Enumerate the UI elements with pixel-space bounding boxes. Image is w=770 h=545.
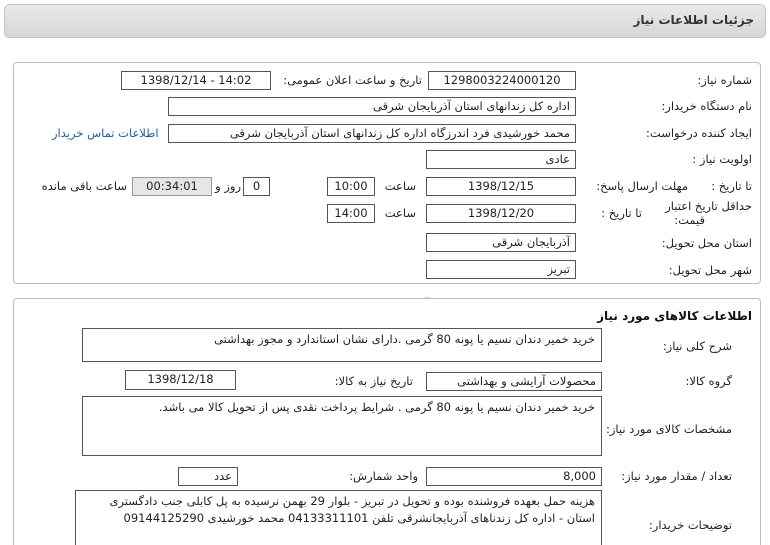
validity-label-2: قیمت:	[674, 213, 705, 227]
reply-time-label: ساعت	[384, 179, 416, 193]
goods-section-title: اطلاعات کالاهای مورد نیاز	[597, 309, 752, 323]
buyer-org-label: نام دستگاه خریدار:	[661, 99, 752, 113]
priority-field: عادی	[426, 150, 576, 169]
buyer-org-field: اداره کل زندانهای استان آذربایجان شرقی	[168, 97, 576, 116]
reply-deadline-label: مهلت ارسال پاسخ:	[596, 179, 688, 193]
announce-label: تاریخ و ساعت اعلان عمومی:	[283, 73, 422, 87]
unit-field: عدد	[178, 467, 238, 486]
buyer-contact-link[interactable]: اطلاعات تماس خریدار	[52, 126, 159, 140]
priority-label: اولویت نیاز :	[692, 152, 752, 166]
reply-time-field: 10:00	[327, 177, 375, 196]
city-field: تبریز	[426, 260, 576, 279]
days-label: روز و	[215, 179, 241, 193]
validity-time-field: 14:00	[327, 204, 375, 223]
remaining-time-field: 00:34:01	[132, 177, 212, 196]
qty-field: 8,000	[426, 467, 602, 486]
validity-to-date-label: تا تاریخ :	[601, 206, 642, 220]
requester-label: ایجاد کننده درخواست:	[646, 126, 752, 140]
days-field: 0	[243, 177, 270, 196]
goods-group-field: محصولات آرایشی و بهداشتی	[426, 372, 602, 391]
reply-to-date-label: تا تاریخ :	[711, 179, 752, 193]
need-date-field: 1398/12/18	[125, 370, 236, 390]
need-number-label: شماره نیاز:	[697, 73, 752, 87]
validity-label: حداقل تاریخ اعتبار	[665, 199, 752, 213]
need-number-field: 1298003224000120	[428, 71, 576, 90]
unit-label: واحد شمارش:	[349, 469, 418, 483]
buyer-notes-label: توضیحات خریدار:	[648, 518, 732, 532]
requester-field: محمد خورشیدی فرد اندرزگاه اداره کل زندانهای استان آذربایجان شرقی	[168, 124, 576, 143]
validity-date-field: 1398/12/20	[426, 204, 576, 223]
specs-field: خرید خمیر دندان نسیم یا پونه 80 گرمی . شرایط پرداخت نقدی پس از تحویل کالا می باشد.	[82, 396, 602, 456]
province-field: آذربایجان شرقی	[426, 233, 576, 252]
qty-label: تعداد / مقدار مورد نیاز:	[621, 469, 732, 483]
validity-time-label: ساعت	[384, 206, 416, 220]
city-label: شهر محل تحویل:	[668, 263, 752, 277]
summary-field: خرید خمیر دندان نسیم یا پونه 80 گرمی .دارای نشان استاندارد و مجوز بهداشتی	[82, 328, 602, 362]
announce-field: 1398/12/14 - 14:02	[121, 71, 271, 90]
province-label: استان محل تحویل:	[661, 236, 752, 250]
specs-label: مشخصات کالای مورد نیاز:	[605, 422, 732, 436]
remaining-label: ساعت باقی مانده	[41, 179, 127, 193]
need-info-panel	[13, 62, 761, 284]
reply-date-field: 1398/12/15	[426, 177, 576, 196]
page-title: جزئیات اطلاعات نیاز	[633, 13, 754, 27]
summary-label: شرح کلی نیاز:	[662, 339, 732, 353]
goods-group-label: گروه کالا:	[685, 374, 732, 388]
need-date-label: تاریخ نیاز به کالا:	[334, 374, 413, 388]
buyer-notes-field: هزینه حمل بعهده فروشنده بوده و تحویل در تبریز - بلوار 29 بهمن نرسیده به پل کابلی جنب دادگستری استان - اداره کل زندناهای آذربایجانشرقی تلفن 04133311101 محمد خورشیدی 09144125290	[75, 490, 602, 545]
